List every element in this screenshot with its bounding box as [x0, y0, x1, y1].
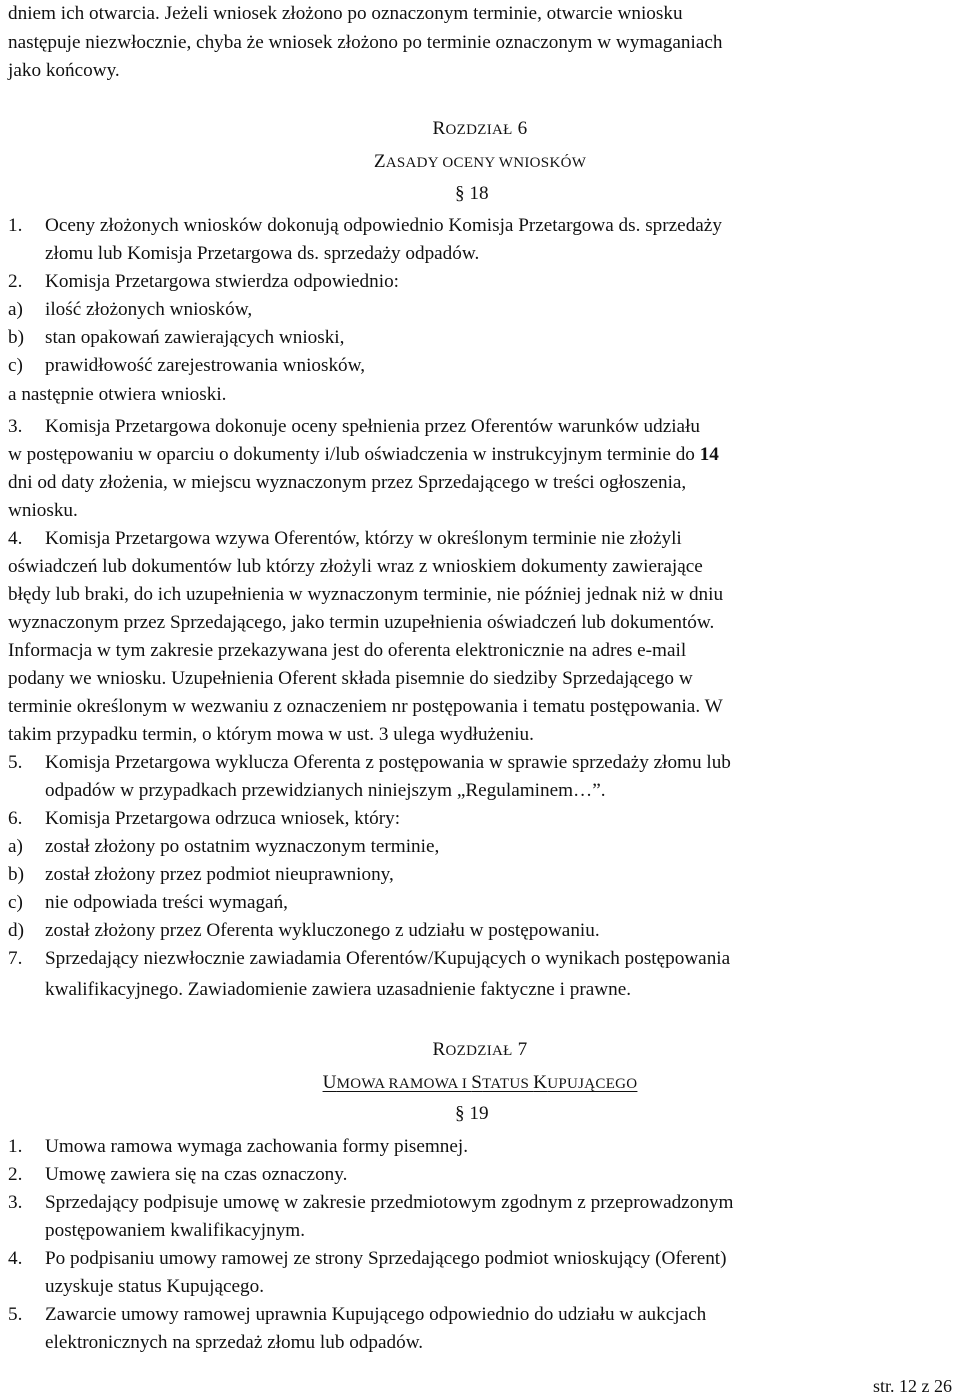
s18-item-6d-letter: d) — [8, 920, 24, 941]
s18-item-6c — [8, 889, 956, 917]
intro-line-2 — [8, 29, 956, 57]
s19-item-4 — [8, 1245, 956, 1273]
s18-item-6-text: Komisja Przetargowa odrzuca wniosek, który: — [45, 808, 401, 829]
s18-item-5-cont — [8, 777, 956, 805]
s19-item-1 — [8, 1133, 956, 1161]
s18-item-2b-text: stan opakowań zawierających wnioski, — [45, 327, 345, 348]
section-18-heading — [455, 180, 489, 208]
s18-item-3-line-4-text: wniosku. — [8, 500, 78, 521]
s18-item-1-line-1: Oceny złożonych wniosków dokonują odpowiednio Komisja Przetargowa ds. sprzedaży — [45, 215, 722, 236]
chapter-7-label — [0, 1036, 960, 1065]
s19-item-5-line-1: Zawarcie umowy ramowej uprawnia Kupującego odpowiednio do udziału w aukcjach — [45, 1304, 707, 1325]
s18-item-4 — [8, 525, 956, 553]
chapter-7-title-part-2: TATUS — [482, 1076, 534, 1092]
s18-item-7-cont — [8, 976, 956, 1004]
s19-item-3-cont — [8, 1217, 956, 1245]
s18-item-4-line-5-text: Informacja w tym zakresie przekazywana jest do oferenta elektronicznie na adres e-mail — [8, 640, 687, 661]
s18-item-6d-text: został złożony przez Oferenta wykluczonego z udziału w postępowaniu. — [45, 920, 600, 941]
s18-item-3-line-1: Komisja Przetargowa dokonuje oceny spełnienia przez Oferentów warunków udziału — [45, 416, 700, 437]
chapter-6-initial: R — [432, 118, 446, 139]
s18-item-2a — [8, 296, 956, 324]
chapter-7-initial: R — [432, 1039, 446, 1060]
s18-item-1 — [8, 212, 956, 240]
chapter-7-title-part-1: MOWA RAMOWA I — [336, 1076, 472, 1092]
section-sign-icon: § — [455, 1103, 465, 1124]
intro-line-3 — [8, 57, 956, 85]
s19-item-3-line-2: postępowaniem kwalifikacyjnym. — [45, 1220, 306, 1241]
s18-item-4-line-7-text: terminie określonym w wezwaniu z oznaczeniem nr postępowania i tematu postępowania. W — [8, 696, 723, 717]
s19-item-5-line-2: elektronicznych na sprzedaż złomu lub odpadów. — [45, 1332, 424, 1353]
s19-item-2-text: Umowę zawiera się na czas oznaczony. — [45, 1164, 348, 1185]
s18-item-2a-letter: a) — [8, 299, 23, 320]
s18-item-4-line-4-text: wyznaczonym przez Sprzedającego, jako termin uzupełnienia oświadczeń lub dokumentów. — [8, 612, 715, 633]
s18-item-4-line-3-text: błędy lub braki, do ich uzupełnienia w wyznaczonym terminie, nie później jednak niż w dniu — [8, 584, 724, 605]
s18-item-3-line-3 — [8, 469, 956, 497]
s18-item-4-line-2-text: oświadczeń lub dokumentów lub którzy złożyli wraz z wnioskiem dokumenty zawierające — [8, 556, 703, 577]
chapter-7-title-initial-2: S — [471, 1072, 483, 1093]
chapter-7-title-initial-3: K — [533, 1072, 548, 1093]
s18-item-5-line-1: Komisja Przetargowa wyklucza Oferenta z postępowania w sprawie sprzedaży złomu lub — [45, 752, 731, 773]
s19-item-4-line-2: uzyskuje status Kupującego. — [45, 1276, 265, 1297]
s19-item-5-number: 5. — [8, 1304, 23, 1325]
s18-item-4-line-6-text: podany we wniosku. Uzupełnienia Oferent składa pisemnie do siedziby Sprzedającego w — [8, 668, 693, 689]
s19-item-1-text: Umowa ramowa wymaga zachowania formy pisemnej. — [45, 1136, 469, 1157]
s18-item-6d — [8, 917, 956, 945]
s18-item-5-line-2: odpadów w przypadkach przewidzianych niniejszym „Regulaminem…”. — [45, 780, 606, 801]
chapter-6-title-rest: ASADY OCENY WNIOSKÓW — [385, 155, 587, 171]
s18-item-1-line-2: złomu lub Komisja Przetargowa ds. sprzedaży odpadów. — [45, 243, 480, 264]
s19-item-4-number: 4. — [8, 1248, 23, 1269]
s18-item-6a-letter: a) — [8, 836, 23, 857]
intro-line-3-text: jako końcowy. — [8, 60, 120, 81]
s18-item-4-number: 4. — [8, 528, 23, 549]
chapter-7-title — [0, 1069, 960, 1098]
s18-item-5-number: 5. — [8, 752, 23, 773]
chapter-7-word: OZDZIAŁ — [445, 1043, 513, 1059]
page-number — [873, 1372, 952, 1400]
chapter-7-number: 7 — [517, 1039, 528, 1060]
s18-item-6a — [8, 833, 956, 861]
s19-item-3-number: 3. — [8, 1192, 23, 1213]
s18-item-6 — [8, 805, 956, 833]
s18-item-4-line-6 — [8, 665, 956, 693]
s18-item-2b-letter: b) — [8, 327, 24, 348]
section-18-number: 18 — [469, 183, 489, 204]
chapter-6-word: OZDZIAŁ — [445, 122, 513, 138]
s19-item-5 — [8, 1301, 956, 1329]
s18-item-6b-text: został złożony przez podmiot nieuprawniony, — [45, 864, 394, 885]
chapter-6-label — [0, 115, 960, 144]
s19-item-4-line-1: Po podpisaniu umowy ramowej ze strony Sprzedającego podmiot wnioskujący (Oferent) — [45, 1248, 727, 1269]
intro-line-1-text: dniem ich otwarcia. Jeżeli wniosek złożono po oznaczonym terminie, otwarcie wniosku — [8, 3, 683, 24]
s18-item-2b — [8, 324, 956, 352]
s18-item-2-text: Komisja Przetargowa stwierdza odpowiednio: — [45, 271, 399, 292]
s18-item-7 — [8, 945, 956, 973]
chapter-6-number: 6 — [517, 118, 528, 139]
chapter-7-title-part-3: UPUJĄCEGO — [547, 1076, 638, 1092]
s18-item-1-number: 1. — [8, 215, 23, 236]
s18-item-2-tail — [8, 381, 956, 409]
section-sign-icon: § — [455, 183, 465, 204]
s18-item-2a-text: ilość złożonych wniosków, — [45, 299, 253, 320]
s18-item-4-line-7 — [8, 693, 956, 721]
s18-item-6b-letter: b) — [8, 864, 24, 885]
s19-item-1-number: 1. — [8, 1136, 23, 1157]
s18-item-2-number: 2. — [8, 271, 23, 292]
s18-item-6-number: 6. — [8, 808, 23, 829]
s18-item-3-days-value: 14 — [699, 444, 719, 465]
s18-item-3-line-3-text: dni od daty złożenia, w miejscu wyznaczonym przez Sprzedającego w treści ogłoszenia, — [8, 472, 687, 493]
s18-item-2c-text: prawidłowość zarejestrowania wniosków, — [45, 355, 366, 376]
s19-item-4-cont — [8, 1273, 956, 1301]
chapter-6-title-initial: Z — [373, 151, 386, 172]
s18-item-4-line-4 — [8, 609, 956, 637]
s18-item-4-line-2 — [8, 553, 956, 581]
s18-item-7-line-1: Sprzedający niezwłocznie zawiadamia Oferentów/Kupujących o wynikach postępowania — [45, 948, 731, 969]
s18-item-3 — [8, 413, 956, 441]
s18-item-3-line-2-text: w postępowaniu w oparciu o dokumenty i/lub oświadczenia w instrukcyjnym terminie do — [8, 444, 700, 465]
s18-item-2c-letter: c) — [8, 355, 23, 376]
s18-item-4-line-1: Komisja Przetargowa wzywa Oferentów, którzy w określonym terminie nie złożyli — [45, 528, 682, 549]
s18-item-3-line-2 — [8, 441, 956, 469]
s18-item-6b — [8, 861, 956, 889]
s18-item-3-line-4 — [8, 497, 956, 525]
s18-item-4-line-3 — [8, 581, 956, 609]
chapter-6-title — [0, 148, 960, 177]
s18-item-4-line-8 — [8, 721, 956, 749]
intro-line-2-text: następuje niezwłocznie, chyba że wniosek złożono po terminie oznaczonym w wymaganiach — [8, 32, 723, 53]
section-19-heading — [455, 1100, 489, 1128]
s18-item-7-line-2: kwalifikacyjnego. Zawiadomienie zawiera uzasadnienie faktyczne i prawne. — [45, 979, 632, 1000]
s18-item-1-cont — [8, 240, 956, 268]
s18-item-3-number: 3. — [8, 416, 23, 437]
s18-item-2 — [8, 268, 956, 296]
s18-item-6c-text: nie odpowiada treści wymagań, — [45, 892, 288, 913]
s19-item-5-cont — [8, 1329, 956, 1357]
intro-line-1 — [8, 0, 956, 28]
s18-item-2-tail-text: a następnie otwiera wnioski. — [8, 384, 227, 405]
s18-item-5 — [8, 749, 956, 777]
s18-item-6c-letter: c) — [8, 892, 23, 913]
s18-item-4-line-8-text: takim przypadku termin, o którym mowa w ust. 3 ulega wydłużeniu. — [8, 724, 534, 745]
s19-item-3-line-1: Sprzedający podpisuje umowę w zakresie przedmiotowym zgodnym z przeprowadzonym — [45, 1192, 734, 1213]
section-19-number: 19 — [469, 1103, 489, 1124]
s19-item-2 — [8, 1161, 956, 1189]
page-number-text: str. 12 z 26 — [873, 1376, 952, 1396]
s19-item-3 — [8, 1189, 956, 1217]
s18-item-4-line-5 — [8, 637, 956, 665]
s18-item-7-number: 7. — [8, 948, 23, 969]
s18-item-6a-text: został złożony po ostatnim wyznaczonym terminie, — [45, 836, 440, 857]
chapter-7-title-initial-1: U — [322, 1072, 337, 1093]
s19-item-2-number: 2. — [8, 1164, 23, 1185]
s18-item-2c — [8, 352, 956, 380]
